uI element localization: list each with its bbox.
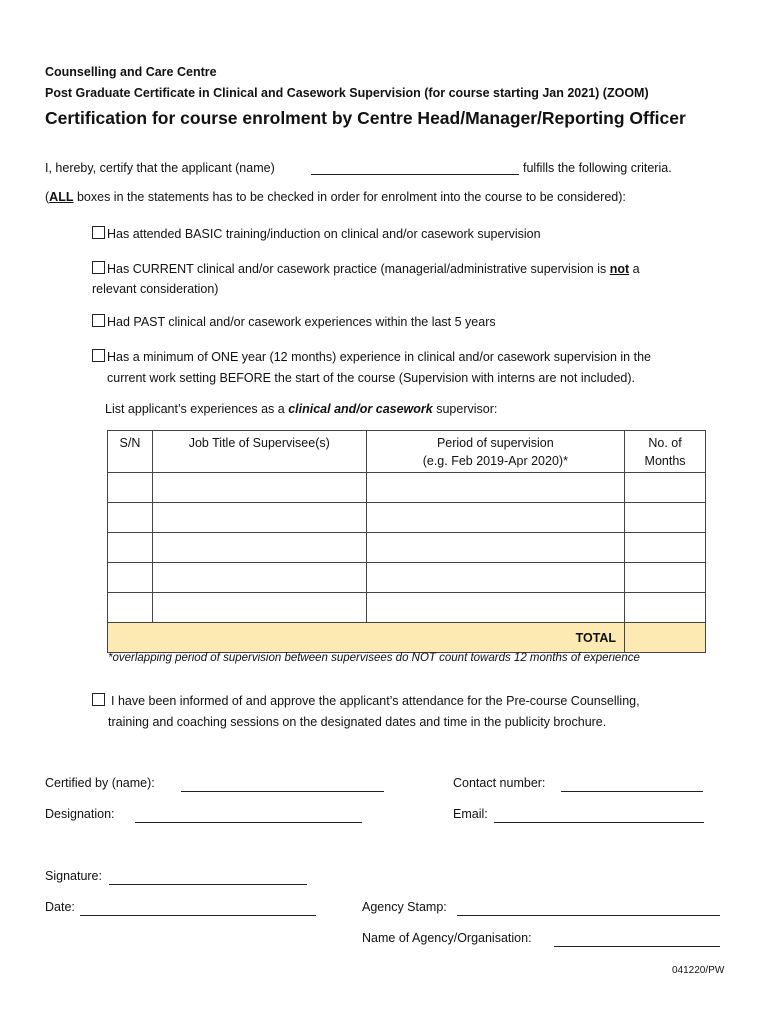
criterion-current-checkbox[interactable] [92,261,105,274]
cell-job[interactable] [152,563,366,593]
cell-period[interactable] [366,473,625,503]
org-name: Counselling and Care Centre [45,65,217,79]
table-row [108,503,706,533]
instr-rest: boxes in the statements has to be checked in order for enrolment into the course to be considered): [73,190,626,204]
approval-checkbox[interactable] [92,693,105,706]
list-label-emph: clinical and/or casework [288,402,433,416]
cell-job[interactable] [152,503,366,533]
table-row [108,533,706,563]
agency-name-field[interactable] [554,946,720,947]
cell-sn[interactable] [108,473,153,503]
table-row [108,563,706,593]
criterion-current-not: not [609,262,630,276]
instr-all: ALL [49,190,74,204]
cell-period[interactable] [366,533,625,563]
contact-field[interactable] [561,791,703,792]
criterion-minimum-line2: current work setting BEFORE the start of the course (Supervision with interns are not included). [107,371,636,385]
col-period-header-line2: (e.g. Feb 2019-Apr 2020)* [422,453,568,468]
col-months-header [625,431,706,473]
certify-prefix: I, hereby, certify that the applicant (name) [45,161,275,175]
date-label: Date: [45,900,75,914]
criterion-past [92,314,496,329]
cell-months[interactable] [625,533,706,563]
table-total-row [108,623,706,653]
list-label-prefix: List applicant’s experiences as a [105,402,289,416]
criterion-current [92,261,640,276]
col-period-header [366,431,625,473]
applicant-name-field[interactable] [311,174,519,175]
email-label: Email: [453,807,488,821]
email-field[interactable] [494,822,704,823]
certified-by-label: Certified by (name): [45,776,155,790]
cell-sn[interactable] [108,503,153,533]
approval-line1: I have been informed of and approve the applicant’s attendance for the Pre-course Counselling, [111,694,640,708]
col-job-header: Job Title of Supervisee(s) [152,431,366,473]
experience-table [107,430,706,653]
list-label [105,402,497,416]
cell-period[interactable] [366,503,625,533]
cell-months[interactable] [625,503,706,533]
cell-sn[interactable] [108,593,153,623]
designation-label: Designation: [45,807,115,821]
criterion-current-line2: relevant consideration) [92,282,219,296]
agency-stamp-field[interactable] [457,915,720,916]
certify-suffix: fulfills the following criteria. [523,161,672,175]
footnote: *overlapping period of supervision between supervisees do NOT count towards 12 months of experience [108,652,640,664]
approval-line2: training and coaching sessions on the designated dates and time in the publicity brochure. [108,715,607,729]
criterion-minimum-checkbox[interactable] [92,349,105,362]
instr-open: ( [45,190,50,204]
certified-by-field[interactable] [181,791,384,792]
cell-job[interactable] [152,593,366,623]
table-header-row [108,431,706,473]
col-months-header-line2: Months [644,453,686,468]
cell-months[interactable] [625,473,706,503]
criterion-basic [92,226,541,241]
document-code: 041220/PW [672,965,725,976]
page-title: Certification for course enrolment by Centre Head/Manager/Reporting Officer [45,108,686,128]
cell-period[interactable] [366,593,625,623]
approval-statement [92,693,640,708]
contact-label: Contact number: [453,776,546,790]
table-row [108,473,706,503]
criterion-minimum [92,349,651,364]
total-value[interactable] [625,623,706,653]
criterion-current-text-b: a [629,262,640,276]
signature-field[interactable] [109,884,307,885]
cell-months[interactable] [625,563,706,593]
col-sn-header: S/N [108,431,153,473]
criterion-basic-checkbox[interactable] [92,226,105,239]
agency-stamp-label: Agency Stamp: [362,900,447,914]
instructions [45,190,626,204]
total-label: TOTAL [108,623,625,653]
cell-period[interactable] [366,563,625,593]
course-name: Post Graduate Certificate in Clinical and Casework Supervision (for course starting Jan 2021) (ZOOM) [45,86,649,100]
cell-sn[interactable] [108,533,153,563]
cell-job[interactable] [152,473,366,503]
col-period-header-line1: Period of supervision [436,435,554,450]
agency-name-label: Name of Agency/Organisation: [362,931,532,945]
criterion-past-checkbox[interactable] [92,314,105,327]
criterion-current-text-a: Has CURRENT clinical and/or casework practice (managerial/administrative supervision is [107,262,610,276]
date-field[interactable] [80,915,316,916]
cell-sn[interactable] [108,563,153,593]
signature-label: Signature: [45,869,102,883]
designation-field[interactable] [135,822,362,823]
cell-job[interactable] [152,533,366,563]
criterion-basic-text: Has attended BASIC training/induction on clinical and/or casework supervision [107,227,541,241]
col-months-header-line1: No. of [648,435,682,450]
list-label-suffix: supervisor: [432,402,498,416]
criterion-past-text: Had PAST clinical and/or casework experiences within the last 5 years [107,315,496,329]
cell-months[interactable] [625,593,706,623]
criterion-minimum-text: Has a minimum of ONE year (12 months) experience in clinical and/or casework supervision in the [107,350,651,364]
table-row [108,593,706,623]
